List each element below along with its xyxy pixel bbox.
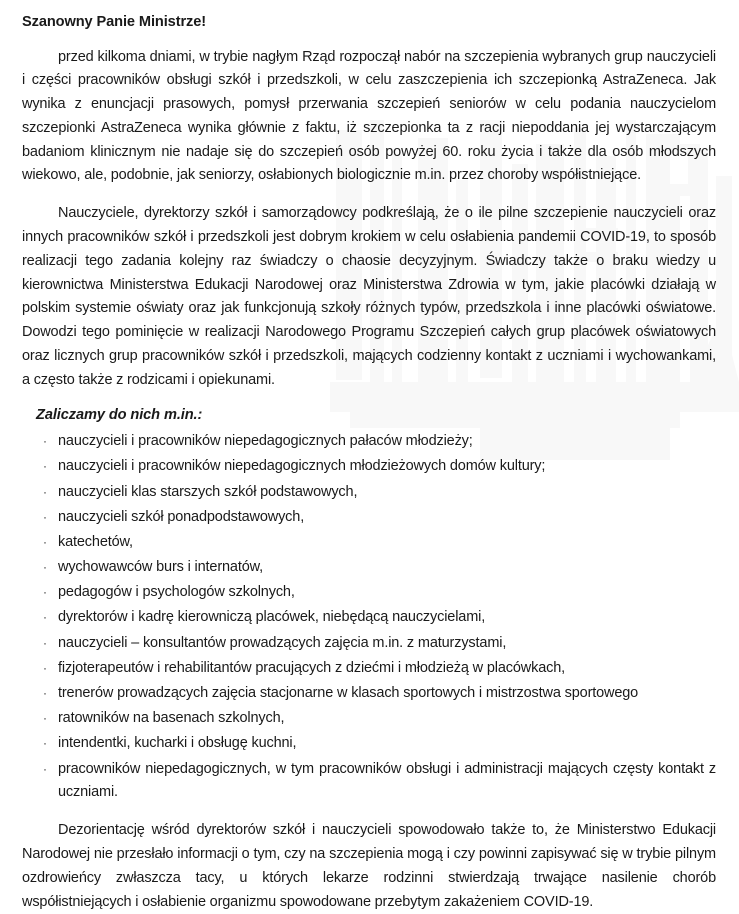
bullet-icon: · bbox=[43, 610, 47, 625]
list-item bbox=[22, 707, 716, 731]
bullet-icon: · bbox=[43, 686, 47, 701]
list-item-label: katechetów, bbox=[58, 533, 133, 550]
bullet-icon: · bbox=[43, 585, 47, 600]
list-item bbox=[22, 632, 716, 656]
bullet-icon: · bbox=[43, 660, 47, 675]
list-item bbox=[22, 455, 716, 479]
bullet-icon: · bbox=[43, 761, 47, 776]
paragraph-3: Dezorientację wśród dyrektorów szkół i nauczycieli spowodowało także to, że Ministerstwo Edukacji Narodowej nie przesłało informacji o tym, czy na szczepienia mogą i czy powinni zapisywać się w trybie pilnym ozdrowieńcy zwłaszcza tacy, u których lekarze rodzinni stwierdzają trwające nasilenie chorób współistniejących i osłabienie organizmu spowodowane przebytym zakażeniem COVID-19. bbox=[22, 822, 716, 910]
list-item bbox=[22, 682, 716, 706]
list-item bbox=[22, 481, 716, 505]
list-item-label: intendentki, kucharki i obsługę kuchni, bbox=[58, 735, 297, 752]
list-item-label: nauczycieli szkół ponadpodstawowych, bbox=[58, 508, 305, 525]
list-item bbox=[22, 556, 716, 580]
list-item-label: nauczycieli i pracowników niepedagogicznych młodzieżowych domów kultury; bbox=[58, 458, 546, 475]
bullet-icon: · bbox=[43, 509, 47, 524]
list-item bbox=[22, 430, 716, 454]
bullet-icon: · bbox=[43, 736, 47, 751]
bullet-icon: · bbox=[43, 560, 47, 575]
bullet-icon: · bbox=[43, 711, 47, 726]
bullet-icon: · bbox=[43, 459, 47, 474]
list-item-label: fizjoterapeutów i rehabilitantów pracujących z dziećmi i młodzieżą w placówkach, bbox=[58, 659, 566, 676]
list-item-label: pedagogów i psychologów szkolnych, bbox=[58, 584, 295, 601]
paragraph-2: Nauczyciele, dyrektorzy szkół i samorządowcy podkreślają, że o ile pilne szczepienie nauczycieli oraz innych pracowników szkół i przedszkoli jest dobrym krokiem w celu osłabienia pandemii COVID-19, to sposób realizacji tego zadania kolejny raz świadczy o chaosie decyzyjnym. Świadczy także o braku wiedzy u kierownictwa Ministerstwa Edukacji Narodowej oraz Ministerstwa Zdrowia w tym, jakie placówki działają w polskim systemie oświaty oraz jak funkcjonują szkoły różnych typów, przedszkola i inne placówki oświatowe. Dowodzi tego pominięcie w realizacji Narodowego Programu Szczepień całych grup placówek oświatowych oraz licznych grup pracowników szkół i przedszkoli, mających codzienny kontakt z uczniami i wychowankami, a często także z rodzicami i opiekunami. bbox=[22, 205, 716, 388]
list-heading: Zaliczamy do nich m.in.: bbox=[36, 406, 203, 423]
list-item bbox=[22, 606, 716, 630]
list-item-label: pracowników niepedagogicznych, w tym pracowników obsługi i administracji mających częsty kontakt z uczniami. bbox=[58, 760, 716, 801]
list-item-label: ratowników na basenach szkolnych, bbox=[58, 710, 285, 727]
page-title: Szanowny Panie Ministrze! bbox=[22, 14, 207, 30]
bullet-icon: · bbox=[43, 534, 47, 549]
list-item-label: nauczycieli klas starszych szkół podstawowych, bbox=[58, 483, 358, 500]
list-item bbox=[22, 506, 716, 530]
bullet-icon: · bbox=[43, 635, 47, 650]
list-item bbox=[22, 732, 716, 756]
list-item bbox=[22, 531, 716, 555]
list-item bbox=[22, 758, 716, 806]
bullet-icon: · bbox=[43, 434, 47, 449]
list-item bbox=[22, 657, 716, 681]
list-item-label: wychowawców burs i internatów, bbox=[58, 559, 264, 576]
list-item-label: dyrektorów i kadrę kierowniczą placówek, niebędącą nauczycielami, bbox=[58, 609, 486, 626]
bullet-icon: · bbox=[43, 484, 47, 499]
occupation-group-list bbox=[22, 430, 716, 805]
list-item bbox=[22, 581, 716, 605]
paragraph-1: przed kilkoma dniami, w trybie nagłym Rząd rozpoczął nabór na szczepienia wybranych grup nauczycieli i części pracowników obsługi szkół i przedszkoli, w celu zaszczepienia ich szczepionką AstraZeneca. Jak wynika z enuncjacji prasowych, pomysł przerwania szczepień seniorów w celu podania nauczycielom szczepionki AstraZeneca wynika głównie z faktu, iż szczepionka ta z racji niepoddania jej wystarczającym badaniom klinicznym nie nadaje się do szczepień osób powyżej 60. roku życia i także dla osób młodszych wiekowo, ale, podobnie, jak seniorzy, osłabionych biologicznie m.in. przez choroby współistniejące. bbox=[22, 48, 716, 184]
list-item-label: trenerów prowadzących zajęcia stacjonarne w klasach sportowych i mistrzostwa sportowego bbox=[58, 685, 639, 702]
list-item-label: nauczycieli – konsultantów prowadzących zajęcia m.in. z maturzystami, bbox=[58, 634, 507, 651]
list-item-label: nauczycieli i pracowników niepedagogicznych pałaców młodzieży; bbox=[58, 433, 473, 450]
